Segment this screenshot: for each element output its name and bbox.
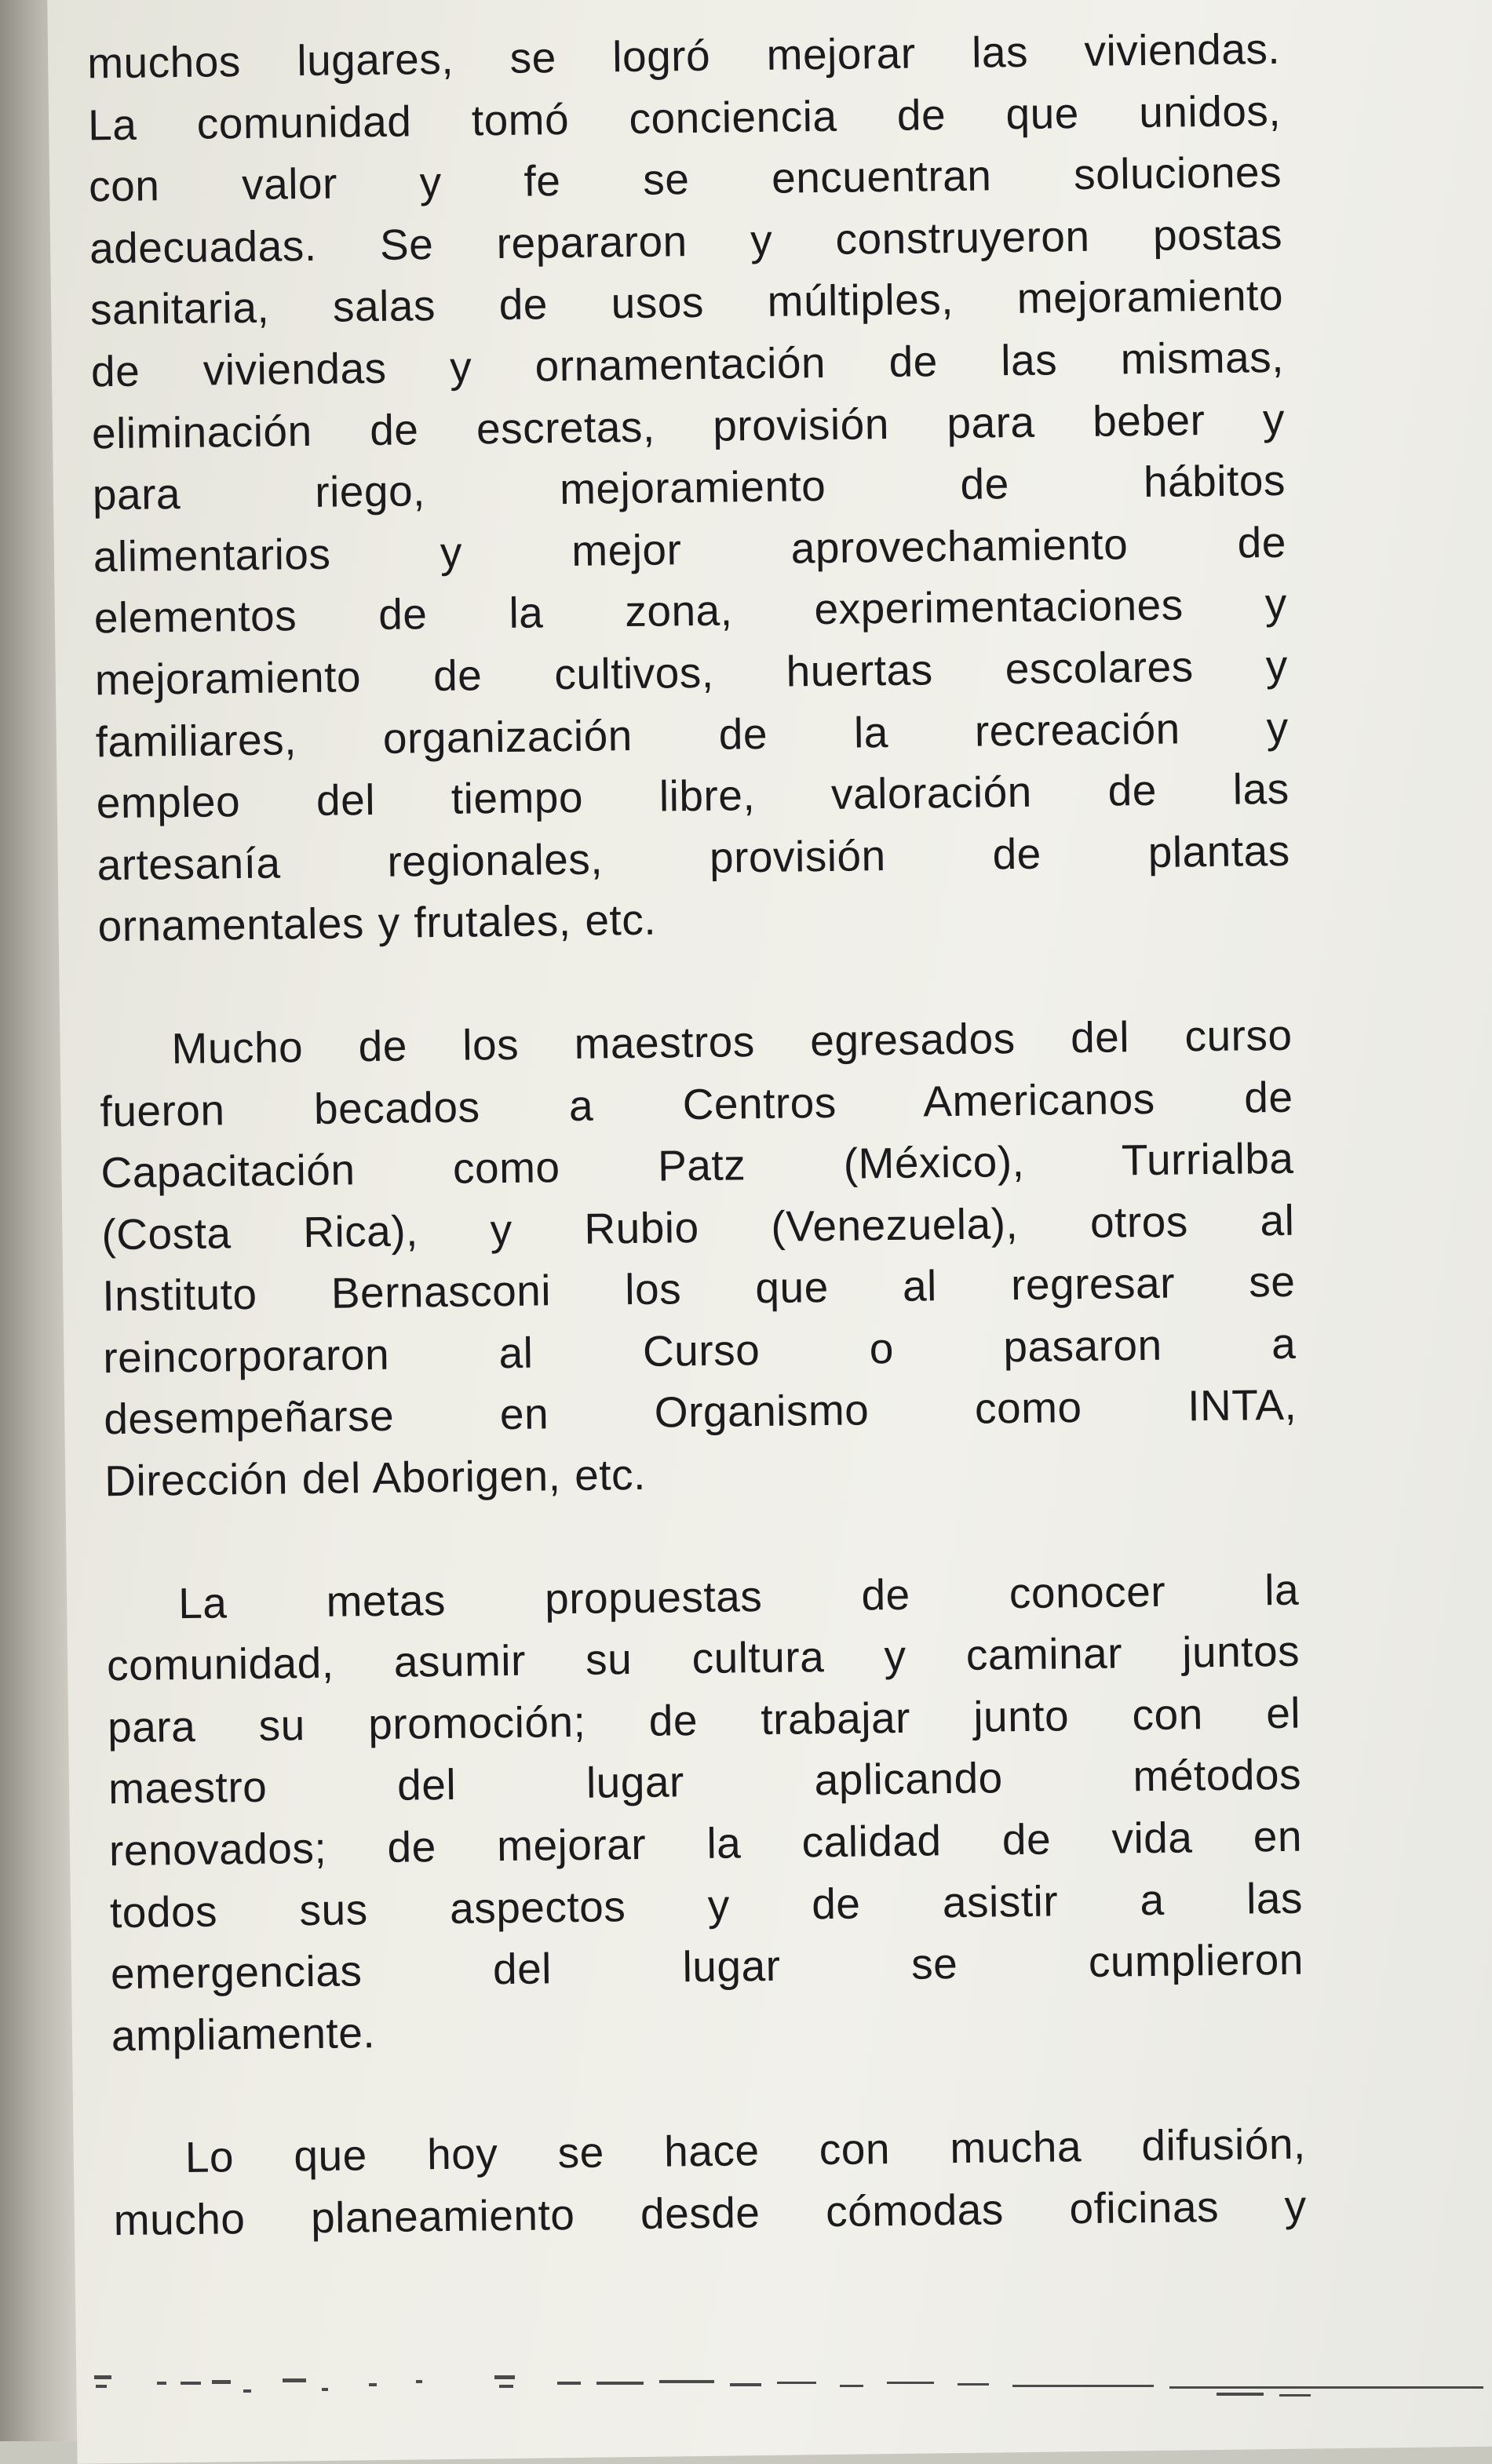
- text-line: renovados; de mejorar la calidad de vida en: [108, 1811, 1303, 1875]
- text-line: sanitaria, salas de usos múltiples, mejoramiento: [89, 271, 1284, 334]
- text-line: (Costa Rica), y Rubio (Venezuela), otros al: [101, 1195, 1295, 1259]
- text-line: mucho planeamiento desde cómodas oficinas y: [113, 2181, 1308, 2245]
- text-line: empleo del tiempo libre, valoración de las: [96, 764, 1290, 828]
- paragraph-4: [112, 2113, 1307, 2251]
- paragraph-3: [106, 1558, 1305, 2066]
- text-line: ornamentales y frutales, etc.: [97, 895, 657, 951]
- paragraph-1: [87, 18, 1291, 957]
- bottom-edge-marks: [86, 2358, 1491, 2421]
- text-line: para su promoción; de trabajar junto con el: [107, 1688, 1301, 1752]
- book-page: [47, 0, 1492, 2464]
- text-line: emergencias del lugar se cumplieron: [110, 1934, 1304, 1999]
- text-line: reincorporaron al Curso o pasaron a: [103, 1318, 1297, 1383]
- text-line: eliminación de escretas, provisión para beber y: [91, 394, 1286, 457]
- text-line: familiares, organización de la recreación y: [95, 702, 1290, 766]
- text-line: Capacitación como Patz (México), Turrialba: [100, 1133, 1294, 1197]
- paragraph-2: [99, 1004, 1298, 1512]
- text-line: con valor y fe se encuentran soluciones: [88, 147, 1282, 211]
- text-line: para riego, mejoramiento de hábitos: [92, 455, 1286, 519]
- text-line: Instituto Bernasconi los que al regresar se: [102, 1256, 1296, 1321]
- text-line: comunidad, asumir su cultura y caminar juntos: [106, 1626, 1300, 1690]
- text-line: de viviendas y ornamentación de las mismas,: [90, 332, 1285, 396]
- text-line: La metas propuestas de conocer la: [177, 1565, 1300, 1627]
- text-line: todos sus aspectos y de asistir a las: [109, 1873, 1304, 1937]
- body-text: [87, 18, 1307, 2251]
- text-line: desempeñarse en Organismo como INTA,: [103, 1380, 1297, 1444]
- text-line: maestro del lugar aplicando métodos: [108, 1750, 1302, 1813]
- text-line: Dirección del Aborigen, etc.: [104, 1449, 647, 1506]
- text-line: alimentarios y mejor aprovechamiento de: [93, 517, 1287, 581]
- text-line: La comunidad tomó conciencia de que unidos,: [87, 86, 1282, 149]
- text-line: fueron becados a Centros Americanos de: [100, 1072, 1293, 1135]
- text-line: muchos lugares, se logró mejorar las viviendas.: [86, 24, 1281, 88]
- text-line: artesanía regionales, provisión de plantas: [97, 826, 1290, 890]
- text-line: adecuadas. Se repararon y construyeron postas: [89, 209, 1283, 273]
- text-line: Mucho de los maestros egresados del curso: [171, 1010, 1293, 1073]
- text-line: Lo que hoy se hace con mucha difusión,: [184, 2120, 1307, 2182]
- text-line: mejoramiento de cultivos, huertas escolares y: [94, 640, 1289, 705]
- text-line: ampliamente.: [111, 2007, 376, 2061]
- text-line: elementos de la zona, experimentaciones y: [93, 579, 1288, 643]
